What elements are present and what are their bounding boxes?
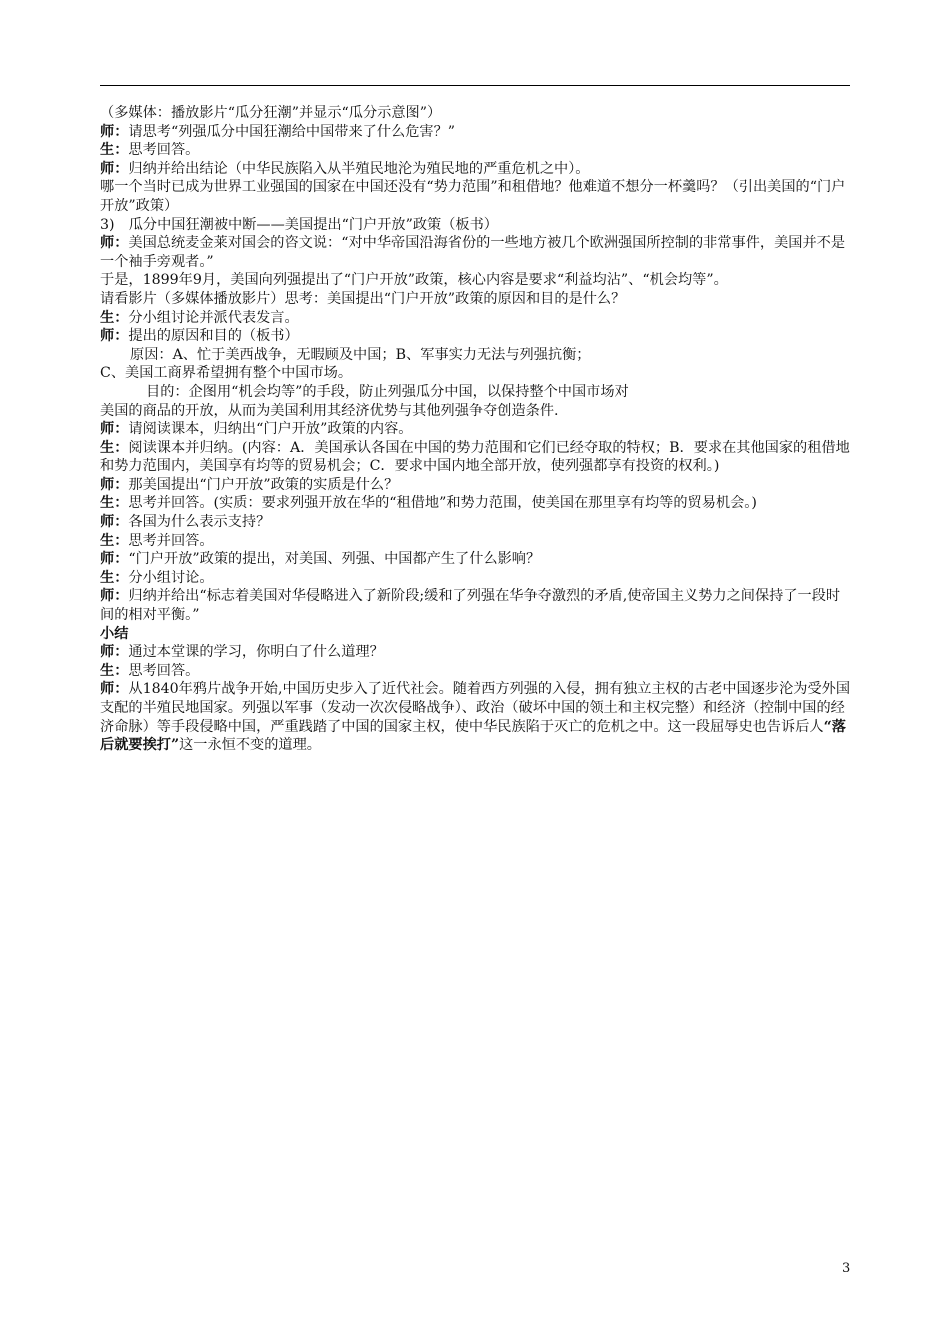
- teacher-line: 师：请阅读课本，归纳出“门户开放”政策的内容。: [100, 421, 413, 438]
- speaker-label: 师：: [100, 514, 129, 531]
- paragraph: 哪一个当时已成为世界工业强国的国家在中国还没有“势力范围”和租借地？他难道不想分一杯羹吗？（引出美国的“门户开放”政策）: [100, 179, 846, 214]
- speaker-label: 生：: [100, 495, 129, 512]
- paragraph: （多媒体：播放影片“瓜分狂潮”并显示“瓜分示意图”）: [100, 105, 442, 121]
- speaker-label: 师：: [100, 123, 129, 140]
- teacher-line: 师：那美国提出“门户开放”政策的实质是什么？: [100, 476, 399, 493]
- speaker-label: 师：: [100, 476, 129, 493]
- speaker-label: 生：: [100, 662, 129, 679]
- student-line: 生：思考并回答。(实质：要求列强开放在华的“租借地”和势力范围，使美国在那里享有均等的贸易机会。): [100, 495, 757, 512]
- header-rule: [100, 85, 850, 86]
- speaker-label: 生：: [100, 569, 129, 586]
- speaker-label: 生：: [100, 532, 129, 549]
- teacher-line: 师：“门户开放”政策的提出，对美国、列强、中国都产生了什么影响？: [100, 551, 541, 568]
- teacher-line: 师：归纳并给出结论（中华民族陷入从半殖民地沦为殖民地的严重危机之中）。: [100, 160, 590, 177]
- speaker-label: 师：: [100, 588, 129, 605]
- student-line: 生：思考回答。: [100, 662, 200, 679]
- speaker-label: 生：: [100, 309, 129, 326]
- document-body: [100, 104, 852, 755]
- student-line: 生：思考并回答。: [100, 532, 214, 549]
- section-heading: 3) 瓜分中国狂潮被中断——美国提出“门户开放”政策（板书）: [100, 216, 498, 233]
- summary-heading: 小结: [100, 625, 129, 642]
- speaker-label: 师：: [100, 235, 129, 252]
- emphasis-text: “落后就要挨打”: [100, 718, 846, 754]
- speaker-label: 生：: [100, 439, 129, 456]
- student-line: 生：分小组讨论并派代表发言。: [100, 309, 299, 326]
- page-number: 3: [842, 1261, 851, 1276]
- teacher-line: 师：各国为什么表示支持？: [100, 514, 271, 531]
- student-line: 生：思考回答。: [100, 142, 200, 159]
- teacher-line: 师：通过本堂课的学习，你明白了什么道理？: [100, 644, 384, 661]
- teacher-line: 师：美国总统麦金莱对国会的咨文说：“对中华帝国沿海省份的一些地方被几个欧洲强国所控制的非常事件，美国并不是一个袖手旁观者。”: [100, 235, 846, 270]
- teacher-line: 师：请思考“列强瓜分中国狂潮给中国带来了什么危害？”: [100, 123, 456, 140]
- purpose-line: 美国的商品的开放，从而为美国利用其经济优势与其他列强争夺创造条件.: [100, 402, 559, 419]
- student-line: 生：分小组讨论。: [100, 569, 214, 586]
- reason-line: 原因：A、忙于美西战争，无暇顾及中国；B、军事实力无法与列强抗衡；: [130, 346, 591, 363]
- speaker-label: 师：: [100, 160, 129, 177]
- teacher-line: 师：从1840年鸦片战争开始,中国历史步入了近代社会。随着西方列强的入侵，拥有独立主权的古老中国逐步沦为受外国支配的半殖民地国家。列强以军事（发动一次次侵略战争）、政治（破坏中国的领土和主权完整）和经济（控制中国的经济命脉）等手段侵略中国，严重践踏了中国的国家主权，使中华民族陷于灭亡的危机之中。这一段屈辱史也告诉后人“落后就要挨打”这一永恒不变的道理。: [100, 681, 851, 754]
- speaker-label: 师：: [100, 681, 129, 698]
- speaker-label: 师：: [100, 328, 129, 345]
- student-line: 生：阅读课本并归纳。(内容：A．美国承认各国在中国的势力范围和它们已经夺取的特权；B．要求在其他国家的租借地和势力范围内，美国享有均等的贸易机会；C．要求中国内地全部开放，使列强都享有投资的权利。): [100, 439, 850, 475]
- paragraph: 于是，1899年9月，美国向列强提出了“门户开放”政策，核心内容是要求“利益均沾”、“机会均等”。: [100, 272, 728, 289]
- teacher-line: 师：归纳并给出“标志着美国对华侵略进入了新阶段;缓和了列强在华争夺激烈的矛盾,使帝国主义势力之间保持了一段时间的相对平衡。”: [100, 588, 841, 624]
- teacher-line: 师：提出的原因和目的（板书）: [100, 328, 299, 345]
- reason-line: C、美国工商界希望拥有整个中国市场。: [100, 365, 353, 382]
- speaker-label: 师：: [100, 644, 129, 661]
- paragraph: 请看影片（多媒体播放影片）思考：美国提出“门户开放”政策的原因和目的是什么？: [100, 290, 626, 307]
- speaker-label: 师：: [100, 551, 129, 568]
- purpose-line: 目的：企图用“机会均等”的手段，防止列强瓜分中国，以保持整个中国市场对: [146, 383, 629, 400]
- speaker-label: 生：: [100, 142, 129, 159]
- speaker-label: 师：: [100, 421, 129, 438]
